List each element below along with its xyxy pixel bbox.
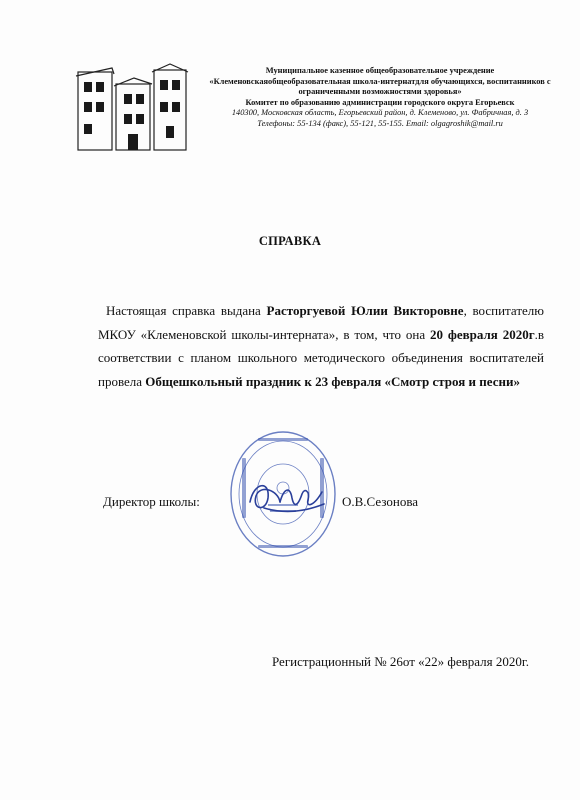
header-contacts: Телефоны: 55-134 (факс), 55-121, 55-155. Email: olgagroshik@mail.ru [257, 118, 503, 128]
header-org-name: «Клеменовскаяобщеобразовательная школа-интернатдля обучающихся, воспитанников с [209, 76, 551, 86]
header-committee: Комитет по образованию администрации городского округа Егорьевск [245, 97, 515, 107]
header-address: 140300, Московская область, Егорьевский район, д. Клеменово, ул. Фабричная, д. 3 [231, 108, 529, 118]
school-building-logo [74, 62, 190, 154]
body-part-3: .в соответствии с планом школьного методического объединения воспитателей провела [98, 326, 544, 389]
director-position-label: Директор школы: [103, 494, 200, 509]
organization-header [190, 66, 570, 130]
document-title: СПРАВКА [258, 234, 322, 248]
certificate-body [98, 299, 544, 393]
header-org-name-cont: ограниченными возможностями здоровья» [298, 87, 462, 97]
director-name: О.В.Сезонова [342, 494, 419, 509]
event-name: Общешкольный праздник к 23 февраля «Смотр строя и песни» [145, 373, 520, 389]
body-part-1: Настоящая справка выдана [106, 303, 267, 318]
recipient-name: Расторгуевой Юлии Викторовне [266, 303, 464, 318]
event-date: 20 февраля 2020г [430, 326, 535, 342]
header-org-type: Муниципальное казенное общеобразовательное учреждение [265, 66, 495, 75]
body-part-2: , воспитателю МКОУ «Клеменовской школы-интерната», в том, что она [98, 303, 544, 342]
director-signature [244, 472, 328, 520]
registration-line: Регистрационный № 26от «22» февраля 2020г. [272, 654, 529, 669]
